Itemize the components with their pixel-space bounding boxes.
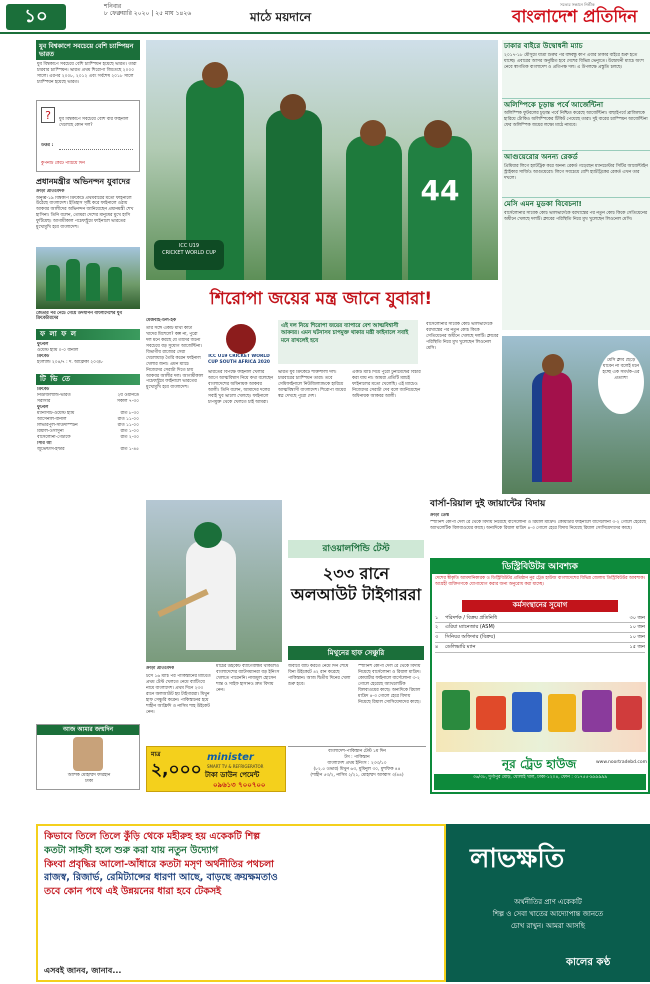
right-story-4-body: বার্সেলোনার সাবেক কোচ ভালভার্দেকে বরখাস্তের পর নতুন কোচ কিকে সেতিয়েনের অধীনে খেলছে দলটি। ক্লাবের পরিস্থিতি নিয়ে মুখ খুলেছেন লিওনেল মেসি।	[504, 210, 648, 222]
tv-time: রাত ২-৩০	[120, 434, 139, 440]
main-headline: শিরোপা জয়ের মন্ত্র জানে যুবারা!	[209, 289, 433, 309]
test-subheadline: মিথুনের হাফ সেঞ্চুরি	[288, 646, 424, 660]
hero-col-5: বার্সেলোনার সাবেক কোচ ভালভার্দেকে বরখাস্তের পর নতুন কোচ কিকে সেতিয়েনের অধীনে খেলছে দলটি। ক্লাবের পরিস্থিতি নিয়ে মুখ খুলেছেন লিওনেল মেসি।	[426, 322, 499, 351]
tv-time: ২য় ওয়ানডে	[117, 393, 139, 399]
answer-label: উত্তর :	[41, 143, 54, 148]
newspaper-logo: বাংলাদেশ প্রতিদিন	[512, 7, 638, 27]
ad-right-panel	[446, 824, 650, 982]
result-item: ইংল্যান্ড ২০৪/৭ : দ. আফ্রিকা ২০৩/৮	[37, 359, 104, 365]
ad-lines	[38, 826, 444, 903]
coupon-note: কুপনটি কেটে পাঠিয়ে দিন	[41, 161, 85, 166]
test-body-1: টসে ১৬ ম্যাচ পর পাকিস্তানের মাটিতে প্রথম টেস্ট খেলতে নেমে ব্যাটিংয়ে নামে বাংলাদেশ। প্রথম দিনে ২৩৩ রানে অলআউট হয় টাইগাররা। মিথুন হাফ সেঞ্চুরি করেন। পাকিস্তানের হয়ে শাহীন আফ্রিদি ও নাসিম শাহ উইকেট নেন।	[146, 674, 211, 715]
labh-khoti-ad[interactable]	[36, 820, 650, 984]
tv-row	[37, 447, 139, 453]
hero-col-1: তার সঙ্গে একটি মাথা কাটা খাদের মিশেলে? কল্প না, পুরো দল মনে করছে যে তাদের জন্যে সবচেয়ে বড় সুযোগ আর্জেন্টিনা। বিভাগীয় রাজ্যের সেরা খেলোয়াড় তৈরি করেন ফাইনাল খেলার জন্য। এমন ম্যাচে নিজেদের সেরাটা দিতে চায় আকবর আলীর দল। আগামীকাল পচেফস্ট্রুমে ফাইনালে ভারতের মুখোমুখি হবে বাংলাদেশ।	[146, 326, 204, 391]
ad-line: কিংবা প্রবৃদ্ধির আলো-আঁধারে কতটা মসৃণ অর্থনীতির পথচলা	[44, 858, 274, 870]
page-header	[0, 0, 650, 34]
pm-title: প্রধানমন্ত্রীর অভিনন্দন যুবাদের	[36, 177, 131, 186]
career-row	[435, 643, 645, 653]
test-byline: ক্রীড়া প্রতিবেদক	[146, 666, 175, 671]
tv-program: সরাসরি	[37, 399, 51, 405]
noor-trade-ad[interactable]	[430, 558, 650, 794]
tv-time: রাত ১১-০০	[117, 423, 139, 429]
question-mark-icon: ?	[41, 107, 55, 123]
career-table	[432, 612, 648, 655]
ad-left-panel	[36, 824, 446, 982]
minister-ad[interactable]: মাত্র ২,০০০ minister SMART TV & REFRIGERATOR টাকা ডাউন পেমেন্ট ০৯৬১৩ ৭০০৭০০	[146, 746, 286, 792]
tv-program: জুভেন্টাস-ইন্টার	[37, 446, 65, 452]
minister-text: টাকা ডাউন পেমেন্ট	[205, 771, 260, 779]
career-cell: ৩	[435, 634, 439, 641]
test-body-4: স্প্যানিশ কোপা দেল রে থেকে বিদায় নিয়েছে বার্সেলোনা ও রিয়াল মাদ্রিদ। কোয়ার্টার ফাইনালে বার্সেলোনা ৩-২ গোলে হেরেছে অ্যাথলেটিক বিলবাওয়ের কাছে। অন্যদিকে রিয়াল মাদ্রিদ ৪-৩ গোলে হেরে বিদায় নিয়েছে রিয়াল সোসিয়েদাদের কাছে।	[358, 664, 421, 705]
pm-byline: ক্রীড়া প্রতিবেদক	[36, 188, 65, 194]
result-item: ক্রিকেট	[37, 353, 50, 359]
answer-line[interactable]	[59, 149, 133, 150]
career-cell: ১০ জন	[629, 634, 645, 641]
tv-program: সিরি আ	[37, 440, 52, 446]
career-cell: ৩০ জন	[629, 614, 645, 621]
tv-program: রিয়াল-ওসাসুনা	[37, 428, 64, 434]
pm-body: অনূর্ধ্ব-১৯ বিশ্বকাপ ক্রিকেটে প্রথমবারের মতো ফাইনালে উঠেছে বাংলাদেশ। ইতিহাস সৃষ্টি করে ফাইনালে ওঠায় আকবর আলীদের অভিনন্দন জানিয়েছেন প্রধানমন্ত্রী শেখ হাসিনা। তিনি বলেন, তোমরা দেশের মানুষের মুখে হাসি ফুটিয়েছ। আগামীকাল পচেফস্ট্রুমে ফাইনালে ভারতের মুখোমুখি হবে বাংলাদেশ।	[36, 195, 134, 231]
test-tag: রাওয়ালপিন্ডি টেস্ট	[288, 540, 424, 558]
right-story-3-body: প্রিমিয়ার লিগে হ্যাটট্রিক করে অনন্য রেকর্ড গড়েছেন ম্যানচেস্টার সিটির আর্জেন্টাইন স্ট্রাইকার সার্জিও আগুয়েরো। লিগে সবচেয়ে বেশি হ্যাটট্রিকের রেকর্ড এখন তার দখলে।	[504, 164, 648, 182]
logo-tagline: সত্যের সন্ধানে নির্ভীক	[560, 2, 595, 7]
tv-title: টি ভি তে	[36, 374, 140, 385]
barca-title: বার্সা-রিয়াল দুই জায়ান্টের বিদায়	[430, 499, 546, 509]
tv-time: রাত ১-০০	[120, 428, 139, 434]
result-item: ওয়েস্ট হ্যাম ০-০ বার্নলি	[37, 347, 79, 353]
results-list	[36, 340, 140, 374]
page-number: ১০	[6, 4, 66, 30]
career-cell: সিনিয়র অফিসার (বিক্রয়)	[445, 634, 496, 641]
labh-title: লাভক্ষতি	[470, 844, 565, 874]
product-images	[436, 682, 646, 752]
hero-col-3: ভারত যুব ক্রিকেটে শক্তিশালী দল। চারবারের চ্যাম্পিয়ন তারা। তবে সেমিফাইনালে নিউজিল্যান্ডকে হারিয়ে আত্মবিশ্বাসী বাংলাদেশ। শিরোপা জয়ের স্বপ্ন দেখছে পুরো দেশ।	[278, 370, 346, 399]
career-cell: ২	[435, 624, 439, 631]
birthday-title: আজ আমার জন্মদিন	[37, 725, 139, 735]
career-row	[435, 633, 645, 643]
right-story-4-title: মেসি এমন মুডকা বিবেচনা!	[502, 197, 650, 210]
right-story-3-title: আগুয়েরোর অনন্য রেকর্ড	[502, 150, 650, 163]
right-story-2-title: অলিম্পিকে চূড়ান্ত পর্বে আর্জেন্টিনা	[502, 98, 650, 111]
right-column	[502, 40, 650, 330]
minister-brand: minister	[207, 752, 254, 763]
birthday-caption: আশিক মোহাম্মদ ফারহান ঢাকা	[67, 773, 111, 784]
messi-quote: মেসি ক্লাব ছেড়ে যাবেন না বলেই মনে হচ্ছে এক সমর্থক-এর প্রত্যাশা	[598, 350, 644, 414]
barca-body: স্প্যানিশ কোপা দেল রে থেকে বিদায় নিয়েছে বার্সেলোনা ও রিয়াল মাদ্রিদ। কোয়ার্টার ফাইনালে বার্সেলোনা ৩-২ গোলে হেরেছে অ্যাথলেটিক বিলবাওয়ের কাছে। অন্যদিকে রিয়াল মাদ্রিদ ৪-৩ গোলে হেরে বিদায় নিয়েছে রিয়াল সোসিয়েদাদের কাছে।	[430, 520, 646, 531]
quiz-body: যুব বিশ্বকাপে সবচেয়ে বেশি চ্যাম্পিয়ন হয়েছে ভারত। তারা চারবার চ্যাম্পিয়ন। ভারত প্রথম শিরোপা জিতেছে ২০০০ সালে। এরপর ২০০৮, ২০১২ এবং সর্বশেষ ২০১৮ সালে চ্যাম্পিয়ন হয়েছে ভারত।	[37, 62, 137, 85]
career-row	[435, 614, 645, 624]
quiz-coupon	[36, 100, 140, 172]
messi-photo	[502, 336, 650, 494]
ad-line: তবে কোন পথে এই উন্নয়নের ধারা হবে টেকসই	[44, 886, 222, 898]
test-body-3: জবাবে ব্যাট করতে নেমে দিন শেষে বিনা উইকেটে ৪২ রান করেছে পাকিস্তান। আজ দ্বিতীয় দিনের খেলা শুরু হবে।	[288, 664, 351, 687]
result-item: ফুটবল	[37, 341, 49, 347]
career-title: কর্মসংস্থানের সুযোগ	[462, 600, 618, 611]
hero-byline: মেজবাহ-উল-হক	[146, 318, 176, 323]
ad-line: কিভাবে তিলে তিলে কুঁড়ি থেকে মহীরুহ হয় একেকটি শিল্প	[44, 831, 261, 842]
tv-program: ক্রিকেট	[37, 387, 50, 393]
right-story-1-title: ঢাকার বাইরে উদ্বোধনী ম্যাচ	[504, 41, 583, 50]
tv-program: ম্যানসিটি-ওয়েস্ট হ্যাম	[37, 411, 75, 417]
icc-logo-text: ICC U19 CRICKET WORLD CUP SOUTH AFRICA 2020	[208, 354, 270, 365]
hero-highlight: এই দল নিয়ে শিরোপা জয়ের ব্যাপারে বেশ আত্মবিশ্বাসী আকবর। এমন ঘটনাসব চাপমুক্ত থাকার মন্ত্রী ফাইনালে সবাই মনে রাখলেই হবে	[278, 320, 418, 364]
tv-program: নিউজিল্যান্ড-ভারত	[37, 393, 71, 399]
hero-col-4: একটি ম্যাচ দিয়ে পুরো টুর্নামেন্টের বিচার করা যায় না। আমরা প্রতিটি ম্যাচই ফাইনালের মতো খেলেছি। এই ম্যাচেও নিজেদের সেরাটা দেব বলে জানিয়েছেন অধিনায়ক আকবর আলী।	[352, 370, 421, 399]
scoreboard: বাংলাদেশ-পাকিস্তান টেস্ট ১ম দিন টস : পাকিস্তান বাংলাদেশ প্রথম ইনিংস : ২৩৩/১০ (৮২.৫ ওভার) মিথুন ৬৩, মুমিনুল ৩০, মুশফিক ৪৪ (শাহীন ৫৩/২, নাসিম ২/২১, মোহাম্মদ আব্বাস ৩/৪৪)	[288, 746, 426, 792]
career-cell: এরিয়া ম্যানেজার (ASM)	[445, 624, 495, 631]
header-date: ৮ ফেব্রুয়ারি ২০২০ | ২৫ মাঘ ১৪২৬	[104, 10, 192, 17]
hero-col-2: ভারতের বিপক্ষে ফাইনাল খেলার আগে আত্মবিশ্বাস নিয়ে কথা বলেছেন বাংলাদেশের অধিনায়ক আকবর আলী। তিনি বলেন, আমাদের দলের সবাই খুব ভালো খেলছে। ফাইনালে চাপমুক্ত থেকে খেলতে চাই আমরা।	[208, 370, 274, 405]
tv-time: রাত ১১-০০	[117, 417, 139, 423]
noor-address: ৩৬/৩৮, দুর্গাপুর মোড়, ধোলাই খাল, ঢাকা-১২০৪, ফোন : ০১৭৫৫-৯৯৯৯৯৯	[434, 774, 646, 790]
barca-byline: ক্রীড়া ডেস্ক	[430, 513, 450, 518]
labh-sub-1: অর্থনীতির প্রাণ একেকটি	[514, 898, 582, 906]
results-title: ফ লা ফ ল	[36, 329, 140, 340]
career-row	[435, 623, 645, 633]
tv-program: বার্সেলোনা-গেটাফে	[37, 434, 71, 440]
right-story-2-body: অলিম্পিক ফুটবলের চূড়ান্ত পর্বে নিশ্চিত করেছে আর্জেন্টিনা। বাছাইপর্বে ব্রাজিলকে হারিয়ে টোকিও অলিম্পিকের টিকিট পেয়েছে তারা। দুই বারের চ্যাম্পিয়ন আর্জেন্টিনা ফের অলিম্পিক জয়ের লক্ষ্যে মাঠে নামবে।	[504, 111, 648, 129]
tv-program: লিভারপুল-সাউদাম্পটন	[37, 423, 78, 429]
career-cell: ১০ জন	[629, 624, 645, 631]
dist-title: ডিস্ট্রিবিউটর আবশ্যক	[432, 560, 648, 574]
quiz-title: যুব বিশ্বকাপে সবচেয়ে বেশি চ্যাম্পিয়ন ভারত	[36, 40, 140, 60]
minister-amount: ২,০০০	[151, 760, 202, 780]
minister-sub: SMART TV & REFRIGERATOR	[207, 764, 264, 769]
noor-site[interactable]: www.noortradebd.com	[596, 760, 648, 765]
career-cell: ১	[435, 614, 439, 621]
ad-footer-text: এসবই জানব, জানাব...	[44, 966, 122, 975]
career-cell: ৪	[435, 643, 439, 650]
tv-time: রাত ১-৪৫	[120, 446, 139, 452]
header-day: শনিবার	[104, 3, 122, 10]
tv-program: আর্সেনাল-বার্নলি	[37, 417, 67, 423]
test-headline: ২৩৩ রানে অলআউট টাইগাররা	[290, 564, 422, 604]
tv-schedule	[36, 385, 140, 454]
test-body-2: মাঠের উইকেট ব্যাটিংবান্ধব থাকলেও বাংলাদেশের ব্যাটসম্যানরা বড় ইনিংস খেলতে পারেননি। নাজমুল হোসেন শান্ত ও সাইফ হাসানও দ্রুত বিদায় নেন।	[216, 664, 280, 693]
hero-article	[146, 318, 504, 500]
birthday-box	[36, 724, 140, 790]
labh-sub-2: শিল্প ও সেবা খাতের আদ্যোপান্ত জানতে	[492, 910, 604, 918]
tv-program: ফুটবল	[37, 405, 49, 411]
career-cell: ডেলিভারি ম্যান	[445, 643, 476, 650]
career-cell: ১৫ জন	[629, 643, 645, 650]
photo-caption: জেতার পর নেচে গেয়ে উদযাপন বাংলাদেশের যুব ক্রিকেটারদের	[36, 310, 122, 322]
noor-name: নূর ট্রেড হাউজ	[502, 757, 577, 771]
career-cell: পরিদর্শক / বিক্রয় প্রতিনিধি	[445, 614, 498, 621]
kaler-kantho-logo: কালের কণ্ঠ	[566, 957, 611, 968]
celebration-photo	[36, 247, 140, 309]
birthday-photo	[73, 737, 103, 771]
dist-body: দেশের স্বীকৃতি আমদানিকারক ও ডিস্ট্রিবিউটর প্রতিষ্ঠান নুর ট্রেড হাউজ বাংলাদেশের বিভিন্ন জেলায় ডিস্ট্রিবিউটর আবশ্যক। আগ্রহী ব্যক্তিগণকে যোগাযোগ করার জন্য অনুরোধ করা যাচ্ছে।	[435, 576, 645, 588]
quiz-question: যুব বিশ্বকাপে সবচেয়ে বেশি বার ফাইনাল খেলেছে কোন দল?	[59, 117, 129, 128]
batsman-photo	[146, 500, 282, 662]
labh-sub-3: চোখ রাখুন। আমরা আসছি	[510, 922, 586, 930]
ad-line: কতটা সাহসী হলে শুরু করা যায় নতুন উদ্যোগ	[44, 844, 219, 856]
tv-time: সকাল ৭-৩০	[116, 399, 139, 405]
tv-time: রাত ৮-৩০	[120, 411, 139, 417]
minister-phone: ০৯৬১৩ ৭০০৭০০	[213, 781, 266, 789]
ad-line: রাজস্ব, রিজার্ভ, রেমিট্যান্সের ধারণা আছে, বাড়ছে ক্রয়ক্ষমতাও	[44, 872, 278, 884]
section-title: মাঠে ময়দানে	[250, 10, 312, 24]
hero-photo: 44 ICC U19 CRICKET WORLD CUP	[146, 40, 498, 280]
icc-logo	[226, 324, 256, 354]
right-story-1-body: ২০১৭-১৮ মৌসুমে যাত্রা শুরুর পর বঙ্গবন্ধু কাপ এবার ঢাকার বাইরে শুরু হতে যাচ্ছে। এবারের আসর অনুষ্ঠিত হবে দেশের বিভিন্ন ভেন্যুতে। উদ্বোধনী ম্যাচে অংশ নেবে স্বাগতিক বাংলাদেশ ও প্রতিপক্ষ দল। এ উপলক্ষে প্রস্তুতি চলছে।	[504, 52, 644, 70]
left-column	[36, 40, 140, 826]
